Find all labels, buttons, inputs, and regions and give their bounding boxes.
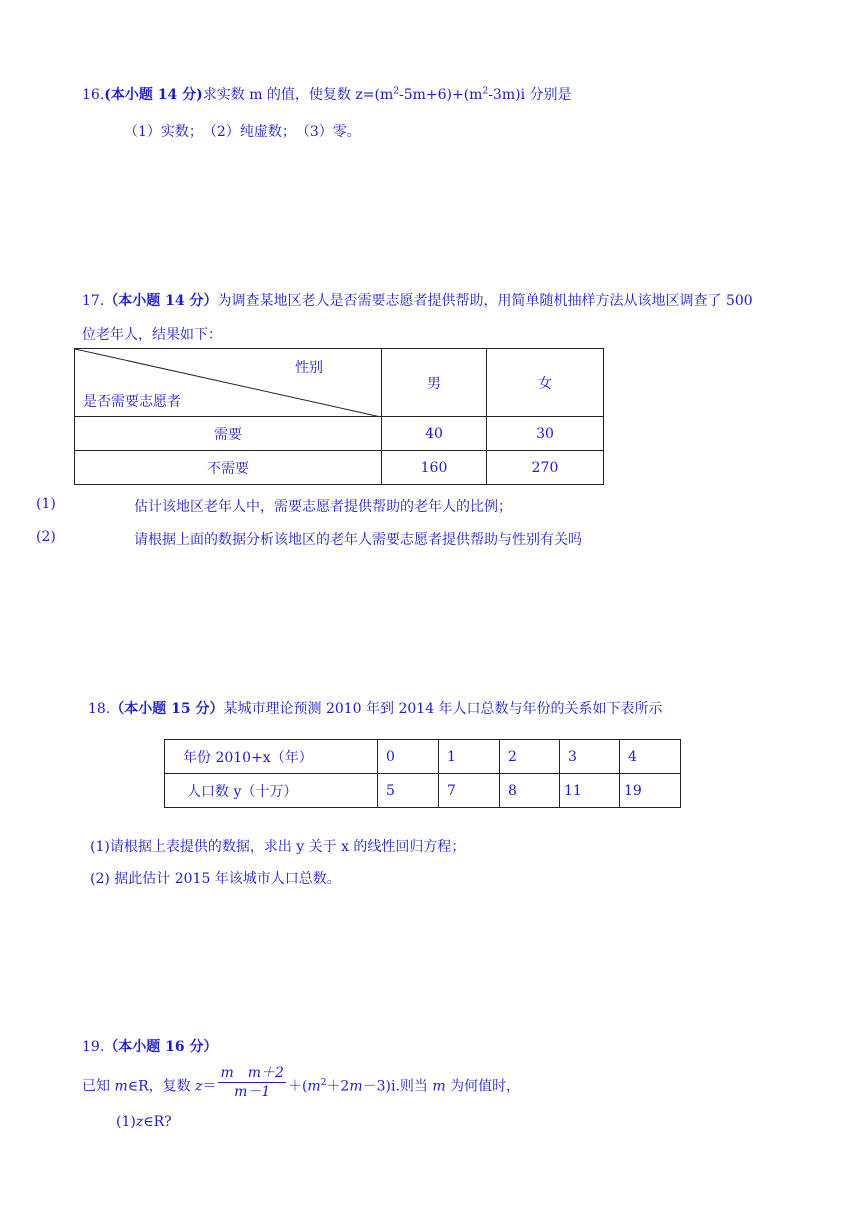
q19-post3: －3)i.则当	[362, 1078, 433, 1095]
q17-sub1-num: (1)	[36, 496, 56, 512]
q17-corner-top: 性别	[295, 360, 323, 376]
q19-z: z	[195, 1078, 203, 1095]
q19-sub1	[116, 1114, 172, 1130]
q16-text-before: 求实数 m 的值，使复数 z=(m	[202, 87, 394, 103]
q19-post1: ＋(	[287, 1078, 308, 1095]
q19-in-r: ∈R，复数	[127, 1078, 196, 1095]
q17-row2-label: 不需要	[75, 451, 382, 485]
q18-table	[164, 739, 681, 808]
q17-col-male: 男	[382, 349, 487, 417]
q17-row2-male: 160	[382, 451, 487, 485]
q19-statement	[82, 1065, 521, 1105]
q19-heading	[82, 1036, 218, 1056]
q19-sub1-z: z	[135, 1114, 144, 1130]
q17-row1-male: 40	[382, 417, 487, 451]
q16-line	[82, 84, 572, 104]
q19-sup: 2	[320, 1077, 327, 1088]
q19-m3: m	[349, 1078, 363, 1095]
q17-table	[74, 348, 604, 485]
q18-row2-cell: 11	[560, 774, 620, 808]
q17-line2: 位老年人，结果如下：	[82, 327, 222, 343]
q16-number: 16.	[82, 87, 105, 103]
q17-line1-text: 为调查某地区老人是否需要志愿者提供帮助，用简单随机抽样方法从该地区调查了 500	[217, 293, 753, 309]
table-row	[165, 774, 681, 808]
q16-sup2: 2	[482, 86, 489, 97]
q19-sub1-a: (1)	[116, 1114, 136, 1130]
q18-row2-cell: 7	[439, 774, 500, 808]
q17-sub1-text: 估计该地区老年人中，需要志愿者提供帮助的老年人的比例；	[134, 499, 512, 515]
q17-row2-female: 270	[487, 451, 604, 485]
q19-m1: m	[114, 1078, 128, 1095]
q18-row2-cell: 8	[500, 774, 560, 808]
q18-sub1: (1)请根据上表提供的数据，求出 y 关于 x 的线性回归方程；	[90, 839, 466, 855]
q17-points: （本小题 14 分）	[104, 293, 218, 309]
q16-points: (本小题 14 分)	[104, 87, 203, 103]
q17-table-corner-cell	[75, 349, 382, 417]
q16-text-mid: -5m+6)+(m	[398, 87, 483, 103]
q17-corner-bottom: 是否需要志愿者	[83, 394, 181, 410]
table-row	[75, 451, 604, 485]
q19-pre: 已知	[82, 1078, 115, 1095]
q17-sub2-num: (2)	[36, 529, 56, 545]
q18-row1-label: 年份 2010+x（年）	[165, 740, 378, 774]
q18-line	[88, 698, 663, 718]
q19-post4: 为何值时，	[445, 1078, 521, 1095]
q16-text-after: -3m)i 分别是	[488, 87, 572, 103]
q19-fraction	[218, 1064, 285, 1101]
q17-line1	[82, 290, 753, 310]
q16-sup1: 2	[393, 86, 399, 97]
q18-points: （本小题 15 分）	[110, 701, 224, 717]
table-row	[75, 417, 604, 451]
q19-frac-num: m m＋2	[220, 1065, 284, 1081]
q18-row1-cell: 0	[378, 740, 439, 774]
q17-row1-female: 30	[487, 417, 604, 451]
q17-sub2-text: 请根据上面的数据分析该地区的老年人需要志愿者提供帮助与性别有关吗	[134, 532, 582, 548]
q17-row1-label: 需要	[75, 417, 382, 451]
q18-row1-cell: 3	[560, 740, 620, 774]
q17-col-female: 女	[487, 349, 604, 417]
q19-m4: m	[432, 1078, 446, 1095]
q18-number: 18.	[88, 701, 111, 717]
q18-row2-label: 人口数 y（十万）	[165, 774, 378, 808]
q18-row1-cell: 1	[439, 740, 500, 774]
q18-row1-cell: 2	[500, 740, 560, 774]
q18-row2-cell: 19	[620, 774, 681, 808]
q19-points: （本小题 16 分）	[104, 1039, 218, 1055]
q19-eq: ＝	[202, 1078, 217, 1095]
q18-row1-cell: 4	[620, 740, 681, 774]
q19-sub1-b: ∈R?	[143, 1114, 172, 1130]
q19-post2: ＋2	[326, 1078, 350, 1095]
q19-number: 19.	[82, 1039, 105, 1055]
q19-frac-den: m－1	[234, 1084, 271, 1100]
q19-m2: m	[307, 1078, 321, 1095]
q17-number: 17.	[82, 293, 105, 309]
q18-text: 某城市理论预测 2010 年到 2014 年人口总数与年份的关系如下表所示	[223, 701, 663, 717]
table-row	[165, 740, 681, 774]
q16-options: （1）实数； （2）纯虚数； （3）零。	[124, 124, 361, 140]
q18-sub2: (2) 据此估计 2015 年该城市人口总数。	[90, 871, 341, 887]
q18-row2-cell: 5	[378, 774, 439, 808]
